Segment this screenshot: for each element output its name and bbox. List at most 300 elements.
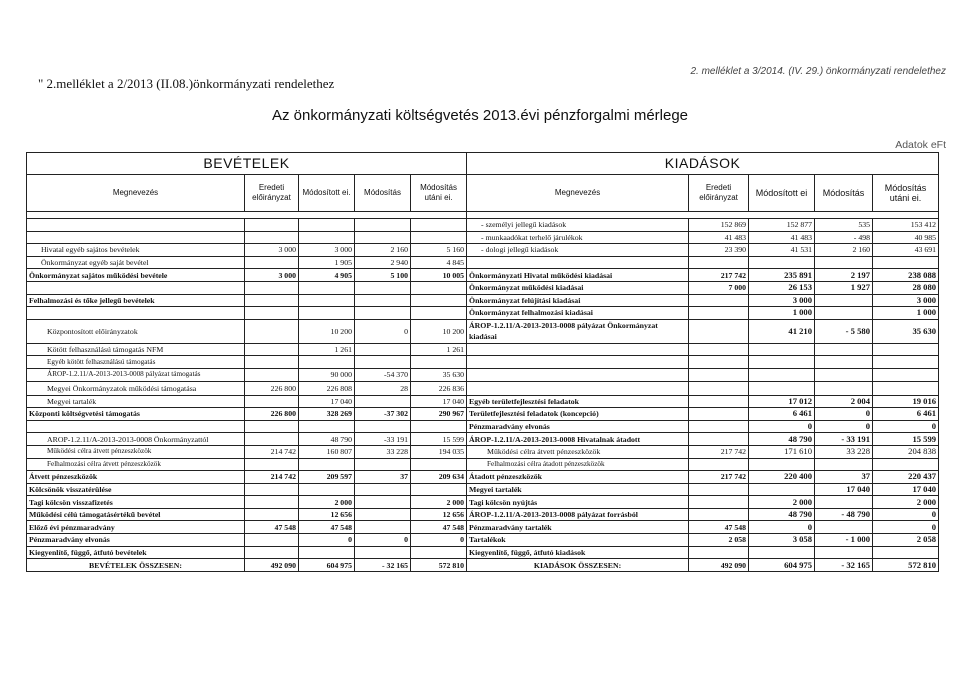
table-row	[27, 420, 939, 433]
section-expenditures: KIADÁSOK	[467, 153, 939, 175]
expenditure-value	[689, 294, 749, 307]
revenue-value	[411, 231, 467, 244]
revenue-label: Működési célra átvett pénzeszközök	[27, 445, 245, 458]
revenue-value: 604 975	[299, 559, 355, 572]
table-row	[27, 395, 939, 408]
expenditure-label: Önkormányzat felújítási kiadásai	[467, 294, 689, 307]
expenditure-value: 40 985	[873, 231, 939, 244]
table-row	[27, 244, 939, 257]
expenditure-value	[749, 458, 815, 471]
revenue-value: 37	[355, 471, 411, 484]
expenditure-value: - 5 580	[815, 319, 873, 343]
revenue-label: Központosított előirányzatok	[27, 319, 245, 343]
revenue-label	[27, 307, 245, 320]
table-body	[27, 219, 939, 572]
revenue-label: Pénzmaradvány elvonás	[27, 534, 245, 547]
expenditure-value: 2 160	[815, 244, 873, 257]
expenditure-value	[749, 356, 815, 369]
expenditure-value	[815, 368, 873, 381]
expenditure-value	[873, 368, 939, 381]
revenue-value	[355, 356, 411, 369]
revenue-value: 290 967	[411, 408, 467, 421]
expenditure-value: 2 000	[873, 496, 939, 509]
expenditure-value: 17 012	[749, 395, 815, 408]
revenue-value: 12 656	[299, 508, 355, 521]
table-row	[27, 231, 939, 244]
expenditure-label: Pénzmaradvány tartalék	[467, 521, 689, 534]
expenditure-label: - dologi jellegű kiadások	[467, 244, 689, 257]
expenditure-label: Egyéb területfejlesztési feladatok	[467, 395, 689, 408]
revenue-label: ÁROP-1.2.11/A-2013-2013-0008 pályázat támogatás	[27, 368, 245, 381]
expenditure-value: 152 877	[749, 219, 815, 232]
expenditure-value	[873, 356, 939, 369]
revenue-label	[27, 420, 245, 433]
revenue-label	[27, 219, 245, 232]
col-header: Módosítás utáni ei.	[873, 175, 939, 212]
revenue-value: 0	[355, 319, 411, 343]
revenue-value	[245, 231, 299, 244]
col-header: Módosítás	[355, 175, 411, 212]
expenditure-value	[689, 408, 749, 421]
expenditure-value	[815, 521, 873, 534]
revenue-value	[355, 521, 411, 534]
expenditure-value	[689, 420, 749, 433]
revenue-value	[355, 483, 411, 496]
revenue-label: Átvett pénzeszközök	[27, 471, 245, 484]
revenue-label: BEVÉTELEK ÖSSZESEN:	[27, 559, 245, 572]
revenue-value	[245, 496, 299, 509]
expenditure-label	[467, 381, 689, 395]
expenditure-value	[815, 343, 873, 356]
revenue-label: Önkormányzat sajátos működési bevétele	[27, 269, 245, 282]
revenue-value: 47 548	[299, 521, 355, 534]
expenditure-value	[873, 256, 939, 269]
revenue-value: 0	[355, 534, 411, 547]
expenditure-value: 535	[815, 219, 873, 232]
revenue-value: 10 005	[411, 269, 467, 282]
revenue-value	[355, 343, 411, 356]
revenue-value	[411, 458, 467, 471]
revenue-label: Felhalmozási és tőke jellegű bevételek	[27, 294, 245, 307]
revenue-value	[245, 343, 299, 356]
expenditure-value: 41 483	[749, 231, 815, 244]
expenditure-value: 1 927	[815, 281, 873, 294]
expenditure-value: 2 004	[815, 395, 873, 408]
expenditure-value: 0	[873, 420, 939, 433]
expenditure-value: 152 869	[689, 219, 749, 232]
revenue-value: 17 040	[299, 395, 355, 408]
expenditure-value	[689, 381, 749, 395]
revenue-value	[299, 307, 355, 320]
expenditure-label: Önkormányzat működési kiadásai	[467, 281, 689, 294]
revenue-value: 1 905	[299, 256, 355, 269]
expenditure-value	[689, 395, 749, 408]
revenue-label: Előző évi pénzmaradvány	[27, 521, 245, 534]
revenue-value	[355, 231, 411, 244]
table-row	[27, 408, 939, 421]
expenditure-value: - 33 191	[815, 433, 873, 446]
expenditure-value: 2 197	[815, 269, 873, 282]
revenue-value	[245, 356, 299, 369]
revenue-label: Önkormányzat egyéb saját bevétel	[27, 256, 245, 269]
expenditure-label: Felhalmozási célra átadott pénzeszközök	[467, 458, 689, 471]
expenditure-label: Tagi kölcsön nyújtás	[467, 496, 689, 509]
expenditure-value	[749, 343, 815, 356]
expenditure-value	[815, 546, 873, 559]
revenue-value	[411, 546, 467, 559]
col-header: Módosítás utáni ei.	[411, 175, 467, 212]
expenditure-value	[815, 356, 873, 369]
expenditure-value: 0	[749, 521, 815, 534]
table-row	[27, 471, 939, 484]
col-header: Módosítás	[815, 175, 873, 212]
revenue-value	[245, 368, 299, 381]
expenditure-value: 48 790	[749, 508, 815, 521]
expenditure-value: 41 210	[749, 319, 815, 343]
revenue-value: 328 269	[299, 408, 355, 421]
expenditure-value	[689, 319, 749, 343]
revenue-value	[355, 294, 411, 307]
revenue-value: 0	[411, 534, 467, 547]
revenue-value	[245, 281, 299, 294]
expenditure-label: - személyi jellegű kiadások	[467, 219, 689, 232]
expenditure-value: 0	[749, 420, 815, 433]
expenditure-value	[815, 256, 873, 269]
revenue-value	[245, 420, 299, 433]
revenue-value: 5 160	[411, 244, 467, 257]
expenditure-value: 2 058	[873, 534, 939, 547]
revenue-value	[355, 281, 411, 294]
expenditure-value	[873, 458, 939, 471]
table-row	[27, 546, 939, 559]
revenue-value	[411, 281, 467, 294]
expenditure-value: 17 040	[873, 483, 939, 496]
decree-reference-left: " 2.melléklet a 2/2013 (II.08.)önkormányzati rendelethez	[38, 76, 335, 91]
expenditure-value: 204 838	[873, 445, 939, 458]
revenue-value: 2 160	[355, 244, 411, 257]
expenditure-value: 3 058	[749, 534, 815, 547]
expenditure-value	[749, 368, 815, 381]
expenditure-value: 0	[873, 521, 939, 534]
expenditure-label: Területfejlesztési feladatok (koncepció)	[467, 408, 689, 421]
expenditure-value: 220 437	[873, 471, 939, 484]
revenue-value: 1 261	[299, 343, 355, 356]
expenditure-value	[689, 508, 749, 521]
table-row	[27, 219, 939, 232]
expenditure-label: - munkaadókat terhelő járulékok	[467, 231, 689, 244]
expenditure-label	[467, 368, 689, 381]
revenue-value: 160 807	[299, 445, 355, 458]
revenue-label: Felhalmozási célra átvett pénzeszközök	[27, 458, 245, 471]
document-title: Az önkormányzati költségvetés 2013.évi pénzforgalmi mérlege	[271, 107, 689, 124]
revenue-value	[299, 281, 355, 294]
revenue-value: 214 742	[245, 471, 299, 484]
revenue-label: Megyei tartalék	[27, 395, 245, 408]
expenditure-value: - 48 790	[815, 508, 873, 521]
revenue-value	[355, 546, 411, 559]
section-header-row	[27, 153, 939, 175]
expenditure-value: 26 153	[749, 281, 815, 294]
revenue-value	[299, 483, 355, 496]
revenue-label: Központi költségvetési támogatás	[27, 408, 245, 421]
revenue-value	[355, 219, 411, 232]
revenue-value	[245, 508, 299, 521]
expenditure-value: 7 000	[689, 281, 749, 294]
revenue-value: 47 548	[245, 521, 299, 534]
revenue-value: 492 090	[245, 559, 299, 572]
revenue-value	[411, 219, 467, 232]
expenditure-value: 43 691	[873, 244, 939, 257]
expenditure-value: 0	[873, 508, 939, 521]
expenditure-value: 0	[815, 408, 873, 421]
revenue-value	[245, 319, 299, 343]
revenue-value: 17 040	[411, 395, 467, 408]
expenditure-value: 492 090	[689, 559, 749, 572]
expenditure-value: 3 000	[873, 294, 939, 307]
revenue-value	[411, 483, 467, 496]
expenditure-value	[689, 458, 749, 471]
column-header-row	[27, 175, 939, 212]
revenue-value: 572 810	[411, 559, 467, 572]
table-row	[27, 496, 939, 509]
revenue-label	[27, 281, 245, 294]
revenue-value	[299, 294, 355, 307]
revenue-value: 47 548	[411, 521, 467, 534]
revenue-value: 226 800	[245, 408, 299, 421]
expenditure-value: 33 228	[815, 445, 873, 458]
revenue-value: 209 634	[411, 471, 467, 484]
revenue-value	[411, 294, 467, 307]
revenue-value: 15 599	[411, 433, 467, 446]
revenue-value	[411, 356, 467, 369]
table-row	[27, 281, 939, 294]
spacer-row	[27, 212, 939, 219]
expenditure-value: 6 461	[873, 408, 939, 421]
expenditure-label: ÁROP-1.2.11/A-2013-2013-0008 pályázat Önkormányzat kiadásai	[467, 319, 689, 343]
expenditure-value	[749, 546, 815, 559]
revenue-value: - 32 165	[355, 559, 411, 572]
revenue-label: AROP-1.2.11/A-2013-2013-0008 Önkormányzattól	[27, 433, 245, 446]
expenditure-value: 220 400	[749, 471, 815, 484]
expenditure-value	[815, 458, 873, 471]
col-header: Eredeti előirányzat	[689, 175, 749, 212]
revenue-value: 33 228	[355, 445, 411, 458]
col-header: Eredeti előirányzat	[245, 175, 299, 212]
revenue-value	[299, 356, 355, 369]
expenditure-value: 2 000	[749, 496, 815, 509]
revenue-value: 5 100	[355, 269, 411, 282]
revenue-label: Hivatal egyéb sajátos bevételek	[27, 244, 245, 257]
expenditure-value	[749, 483, 815, 496]
expenditure-value: 1 000	[749, 307, 815, 320]
expenditure-value: 17 040	[815, 483, 873, 496]
table-row	[27, 343, 939, 356]
revenue-value: 226 808	[299, 381, 355, 395]
revenue-value: 209 597	[299, 471, 355, 484]
revenue-value: 48 790	[299, 433, 355, 446]
revenue-label	[27, 231, 245, 244]
expenditure-value: - 32 165	[815, 559, 873, 572]
revenue-value	[299, 546, 355, 559]
revenue-value: 214 742	[245, 445, 299, 458]
expenditure-label: Tartalékok	[467, 534, 689, 547]
revenue-value: 194 035	[411, 445, 467, 458]
expenditure-value	[873, 343, 939, 356]
revenue-value	[355, 420, 411, 433]
table-row	[27, 368, 939, 381]
expenditure-label: Önkormányzat felhalmozási kiadásai	[467, 307, 689, 320]
revenue-value: 90 000	[299, 368, 355, 381]
table-row	[27, 521, 939, 534]
revenue-value	[245, 294, 299, 307]
expenditure-value: - 1 000	[815, 534, 873, 547]
revenue-value: 226 800	[245, 381, 299, 395]
expenditure-value	[689, 433, 749, 446]
expenditure-value	[815, 307, 873, 320]
expenditure-value: 217 742	[689, 445, 749, 458]
expenditure-value: 217 742	[689, 269, 749, 282]
table-row	[27, 445, 939, 458]
expenditure-value	[689, 483, 749, 496]
revenue-value: 226 836	[411, 381, 467, 395]
expenditure-value: 2 058	[689, 534, 749, 547]
revenue-value	[299, 231, 355, 244]
table-row	[27, 269, 939, 282]
expenditure-value	[689, 343, 749, 356]
expenditure-value	[689, 356, 749, 369]
revenue-value	[245, 534, 299, 547]
expenditure-value: - 498	[815, 231, 873, 244]
expenditure-value: 35 630	[873, 319, 939, 343]
revenue-value	[355, 395, 411, 408]
revenue-label: Megyei Önkormányzatok működési támogatása	[27, 381, 245, 395]
expenditure-value	[873, 546, 939, 559]
expenditure-label	[467, 343, 689, 356]
expenditure-label: Önkormányzati Hivatal működési kiadásai	[467, 269, 689, 282]
revenue-value: 4 905	[299, 269, 355, 282]
expenditure-value: 15 599	[873, 433, 939, 446]
revenue-value: 2 940	[355, 256, 411, 269]
revenue-value	[299, 219, 355, 232]
revenue-value	[245, 307, 299, 320]
revenue-value	[299, 420, 355, 433]
expenditure-value: 41 531	[749, 244, 815, 257]
table-row	[27, 559, 939, 572]
revenue-label: Kiegyenlítő, függő, átfutó bevételek	[27, 546, 245, 559]
expenditure-value: 28 080	[873, 281, 939, 294]
expenditure-value	[689, 546, 749, 559]
unit-label: Adatok eFt	[895, 139, 946, 151]
revenue-value: 12 656	[411, 508, 467, 521]
table-row	[27, 433, 939, 446]
expenditure-value: 0	[815, 420, 873, 433]
expenditure-value: 6 461	[749, 408, 815, 421]
revenue-value	[245, 395, 299, 408]
expenditure-value	[749, 381, 815, 395]
expenditure-value: 604 975	[749, 559, 815, 572]
revenue-value: 10 200	[411, 319, 467, 343]
expenditure-value	[689, 368, 749, 381]
expenditure-value: 153 412	[873, 219, 939, 232]
revenue-value: 3 000	[245, 269, 299, 282]
revenue-label: Működési célú támogatásértékű bevétel	[27, 508, 245, 521]
expenditure-value: 3 000	[749, 294, 815, 307]
revenue-value: -33 191	[355, 433, 411, 446]
expenditure-value	[815, 381, 873, 395]
expenditure-value: 238 088	[873, 269, 939, 282]
expenditure-label: Működési célra átvett pénzeszközök	[467, 445, 689, 458]
table-row	[27, 483, 939, 496]
table-row	[27, 356, 939, 369]
section-revenues: BEVÉTELEK	[27, 153, 467, 175]
expenditure-value: 48 790	[749, 433, 815, 446]
expenditure-label: Kiegyenlítő, függő, átfutó kiadások	[467, 546, 689, 559]
revenue-value: -37 302	[355, 408, 411, 421]
revenue-label: Kölcsönök visszatérülése	[27, 483, 245, 496]
expenditure-value	[815, 496, 873, 509]
expenditure-value	[689, 496, 749, 509]
expenditure-value: 217 742	[689, 471, 749, 484]
expenditure-label: ÁROP-1.2.11/A-2013-2013-0008 pályázat forrásból	[467, 508, 689, 521]
table-row	[27, 534, 939, 547]
table-row	[27, 307, 939, 320]
revenue-value: 28	[355, 381, 411, 395]
expenditure-value: 37	[815, 471, 873, 484]
revenue-value	[411, 307, 467, 320]
expenditure-value: 1 000	[873, 307, 939, 320]
expenditure-value: 41 483	[689, 231, 749, 244]
revenue-value	[245, 458, 299, 471]
revenue-value: 2 000	[411, 496, 467, 509]
table-row	[27, 256, 939, 269]
expenditure-value	[689, 307, 749, 320]
table-row	[27, 381, 939, 395]
expenditure-value: 23 390	[689, 244, 749, 257]
expenditure-value: 47 548	[689, 521, 749, 534]
revenue-value	[245, 256, 299, 269]
revenue-value	[299, 458, 355, 471]
budget-balance-table	[26, 152, 939, 572]
revenue-value: 0	[299, 534, 355, 547]
revenue-value	[245, 546, 299, 559]
col-header: Módosított ei.	[299, 175, 355, 212]
revenue-label: Tagi kölcsön visszafizetés	[27, 496, 245, 509]
col-header: Megnevezés	[27, 175, 245, 212]
expenditure-value	[815, 294, 873, 307]
revenue-value	[355, 496, 411, 509]
revenue-value	[355, 307, 411, 320]
decree-reference-right: 2. melléklet a 3/2014. (IV. 29.) önkormányzati rendelethez	[690, 66, 946, 77]
expenditure-label: KIADÁSOK ÖSSZESEN:	[467, 559, 689, 572]
table-row	[27, 508, 939, 521]
revenue-value	[245, 219, 299, 232]
expenditure-value	[873, 381, 939, 395]
expenditure-label: Megyei tartalék	[467, 483, 689, 496]
expenditure-label: Átadott pénzeszközök	[467, 471, 689, 484]
expenditure-label: Pénzmaradvány elvonás	[467, 420, 689, 433]
expenditure-value: 235 891	[749, 269, 815, 282]
revenue-value: 1 261	[411, 343, 467, 356]
expenditure-label: ÁROP-1.2.11/A-2013-2013-0008 Hivatalnak átadott	[467, 433, 689, 446]
revenue-value	[245, 433, 299, 446]
table-row	[27, 294, 939, 307]
revenue-value: 4 845	[411, 256, 467, 269]
revenue-value: 3 000	[299, 244, 355, 257]
revenue-value	[411, 420, 467, 433]
revenue-value: 35 630	[411, 368, 467, 381]
revenue-value	[245, 483, 299, 496]
expenditure-label	[467, 356, 689, 369]
